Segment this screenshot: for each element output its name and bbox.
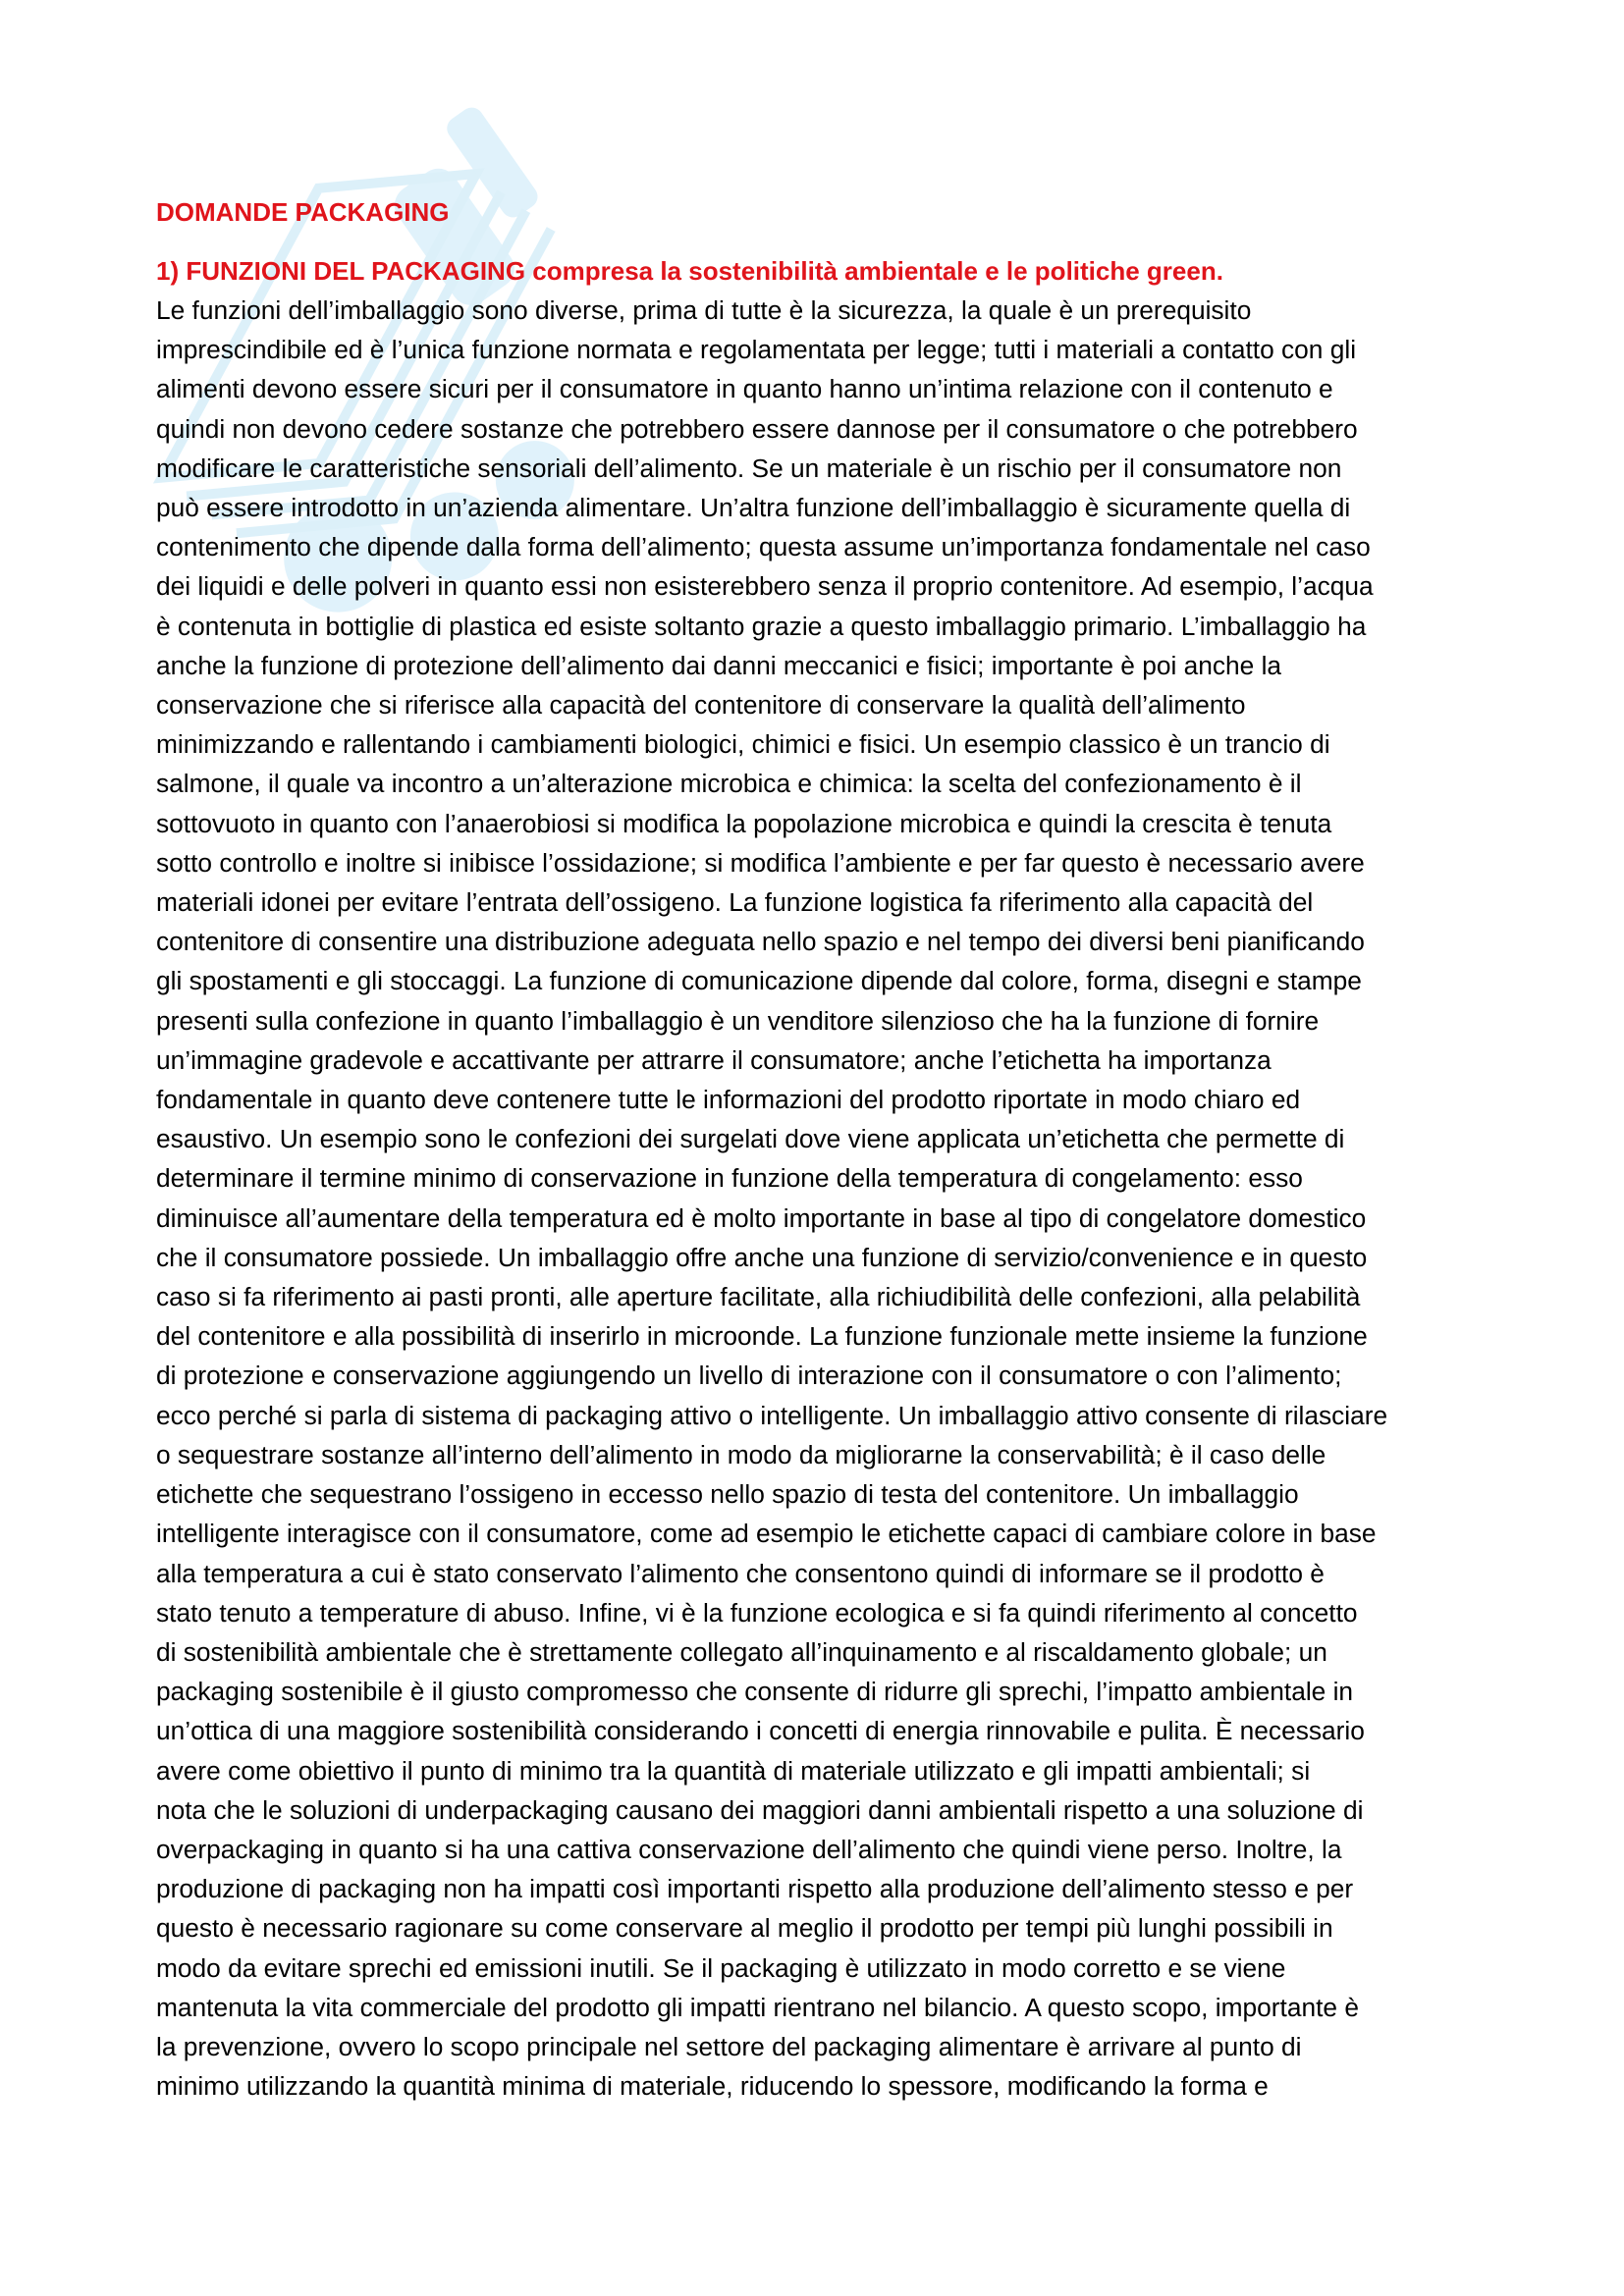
paragraph-line: minimo utilizzando la quantità minima di materiale, riducendo lo spessore, modificando la forma e — [156, 2071, 1269, 2102]
document-page — [156, 192, 1472, 2106]
paragraph-line: del contenitore e alla possibilità di inserirlo in microonde. La funzione funzionale mette insieme la funzione — [156, 1321, 1368, 1352]
paragraph-line: conservazione che si riferisce alla capacità del contenitore di conservare la qualità dell’alimento — [156, 690, 1246, 721]
section-heading: 1) FUNZIONI DEL PACKAGING compresa la sostenibilità ambientale e le politiche green. — [156, 256, 1223, 286]
paragraph-line: overpackaging in quanto si ha una cattiva conservazione dell’alimento che quindi viene perso. Inoltre, la — [156, 1834, 1342, 1864]
paragraph-line: esaustivo. Un esempio sono le confezioni dei surgelati dove viene applicata un’etichetta che permette di — [156, 1124, 1345, 1154]
paragraph-line: che il consumatore possiede. Un imballaggio offre anche una funzione di servizio/convenience e in questo — [156, 1242, 1368, 1272]
paragraph-line: è contenuta in bottiglie di plastica ed esiste soltanto grazie a questo imballaggio primario. L’imballaggio ha — [156, 611, 1367, 641]
paragraph-line: un’immagine gradevole e accattivante per attrarre il consumatore; anche l’etichetta ha importanza — [156, 1044, 1272, 1075]
paragraph-line: packaging sostenibile è il giusto compromesso che consente di ridurre gli sprechi, l’impatto ambientale in — [156, 1677, 1354, 1707]
paragraph-line: minimizzando e rallentando i cambiamenti biologici, chimici e fisici. Un esempio classico è un trancio di — [156, 729, 1330, 760]
paragraph-line: sotto controllo e inoltre si inibisce l’ossidazione; si modifica l’ambiente e per far questo è necessario avere — [156, 847, 1365, 878]
paragraph-line: stato tenuto a temperature di abuso. Infine, vi è la funzione ecologica e si fa quindi riferimento al concetto — [156, 1597, 1358, 1628]
paragraph-line: quindi non devono cedere sostanze che potrebbero essere dannose per il consumatore o che potrebbero — [156, 413, 1358, 444]
paragraph-line: contenitore di consentire una distribuzione adeguata nello spazio e nel tempo dei diversi beni pianificando — [156, 927, 1365, 957]
paragraph-line: sottovuoto in quanto con l’anaerobiosi si modifica la popolazione microbica e quindi la crescita è tenuta — [156, 808, 1332, 838]
section-body — [156, 291, 1472, 2106]
paragraph-line: alimenti devono essere sicuri per il consumatore in quanto hanno un’intima relazione con il contenuto e — [156, 374, 1333, 404]
paragraph-line: anche la funzione di protezione dell’alimento dai danni meccanici e fisici; importante è poi anche la — [156, 650, 1282, 680]
paragraph-line: fondamentale in quanto deve contenere tutte le informazioni del prodotto riportate in modo chiaro ed — [156, 1085, 1301, 1115]
paragraph-line: di protezione e conservazione aggiungendo un livello di interazione con il consumatore o con l’alimento; — [156, 1361, 1342, 1391]
paragraph-line: Le funzioni dell’imballaggio sono diverse, prima di tutte è la sicurezza, la quale è un prerequisito — [156, 295, 1252, 325]
paragraph-line: avere come obiettivo il punto di minimo tra la quantità di materiale utilizzato e gli impatti ambientali; si — [156, 1755, 1311, 1786]
paragraph-line: un’ottica di una maggiore sostenibilità considerando i concetti di energia rinnovabile e pulita. È necessario — [156, 1716, 1365, 1746]
paragraph-line: diminuisce all’aumentare della temperatura ed è molto importante in base al tipo di congelatore domestico — [156, 1202, 1367, 1233]
paragraph-line: modificare le caratteristiche sensoriali dell’alimento. Se un materiale è un rischio per il consumatore non — [156, 453, 1342, 483]
paragraph-line: può essere introdotto in un’azienda alimentare. Un’altra funzione dell’imballaggio è sicuramente quella di — [156, 493, 1351, 523]
paragraph-line: ecco perché si parla di sistema di packaging attivo o intelligente. Un imballaggio attivo consente di rilasciare — [156, 1400, 1388, 1430]
paragraph-line: caso si fa riferimento ai pasti pronti, alle aperture facilitate, alla richiudibilità delle confezioni, alla pelabilità — [156, 1282, 1361, 1312]
paragraph-line: di sostenibilità ambientale che è strettamente collegato all’inquinamento e al riscaldamento globale; un — [156, 1636, 1327, 1667]
paragraph-line: nota che le soluzioni di underpackaging causano dei maggiori danni ambientali rispetto a una soluzione di — [156, 1794, 1364, 1825]
paragraph-line: la prevenzione, ovvero lo scopo principale nel settore del packaging alimentare è arrivare al punto di — [156, 2031, 1302, 2061]
document-title: DOMANDE PACKAGING — [156, 197, 450, 227]
paragraph-line: etichette che sequestrano l’ossigeno in eccesso nello spazio di testa del contenitore. Un imballaggio — [156, 1479, 1299, 1510]
paragraph-line: contenimento che dipende dalla forma dell’alimento; questa assume un’importanza fondamentale nel caso — [156, 532, 1371, 562]
paragraph-line: salmone, il quale va incontro a un’alterazione microbica e chimica: la scelta del confezionamento è il — [156, 769, 1302, 799]
paragraph-line: alla temperatura a cui è stato conservato l’alimento che consentono quindi di informare se il prodotto è — [156, 1558, 1325, 1588]
paragraph-line: intelligente interagisce con il consumatore, come ad esempio le etichette capaci di cambiare colore in base — [156, 1519, 1377, 1549]
paragraph-line: mantenuta la vita commerciale del prodotto gli impatti rientrano nel bilancio. A questo scopo, importante è — [156, 1992, 1359, 2022]
paragraph-line: dei liquidi e delle polveri in quanto essi non esisterebbero senza il proprio contenitore. Ad esempio, l’acqua — [156, 571, 1374, 602]
paragraph-line: gli spostamenti e gli stoccaggi. La funzione di comunicazione dipende dal colore, forma, disegni e stampe — [156, 966, 1362, 996]
paragraph-line: questo è necessario ragionare su come conservare al meglio il prodotto per tempi più lunghi possibili in — [156, 1913, 1333, 1944]
paragraph-line: determinare il termine minimo di conservazione in funzione della temperatura di congelamento: esso — [156, 1163, 1303, 1194]
paragraph-line: o sequestrare sostanze all’interno dell’alimento in modo da migliorarne la conservabilità; è il caso delle — [156, 1439, 1326, 1469]
paragraph-line: materiali idonei per evitare l’entrata dell’ossigeno. La funzione logistica fa riferimento alla capacità del — [156, 887, 1314, 918]
paragraph-line: modo da evitare sprechi ed emissioni inutili. Se il packaging è utilizzato in modo corretto e se viene — [156, 1952, 1286, 1983]
paragraph-line: produzione di packaging non ha impatti così importanti rispetto alla produzione dell’alimento stesso e per — [156, 1874, 1354, 1904]
paragraph-line: presenti sulla confezione in quanto l’imballaggio è un venditore silenzioso che ha la funzione di fornire — [156, 1005, 1320, 1036]
paragraph-line: imprescindibile ed è l’unica funzione normata e regolamentata per legge; tutti i materiali a contatto con gli — [156, 335, 1357, 365]
